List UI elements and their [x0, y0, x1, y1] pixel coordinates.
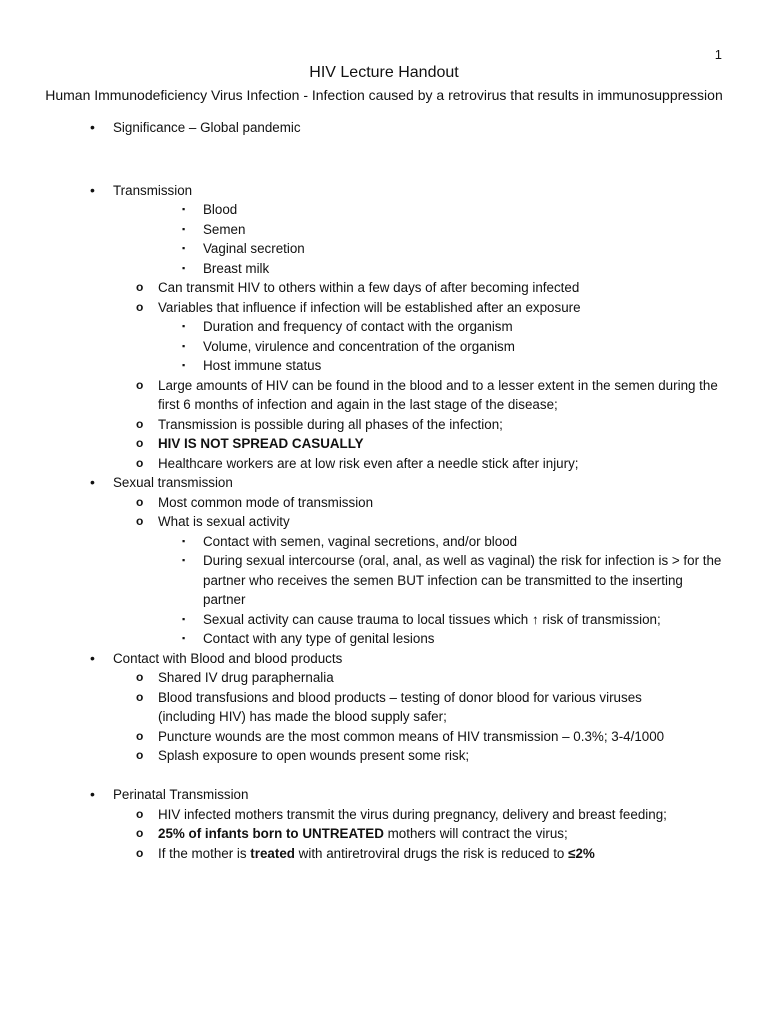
list-item-large-amounts: o Large amounts of HIV can be found in the blood and to a lesser extent in the semen during the first 6 months of infection and again in the last stage of the disease;	[136, 377, 718, 412]
square-bullet-marker: ▪	[182, 360, 186, 370]
list-item-what-is: o What is sexual activity	[0, 512, 768, 532]
circle-bullet-marker: o	[136, 416, 144, 431]
circle-bullet-marker: o	[136, 299, 144, 314]
circle-bullet-marker: o	[136, 845, 144, 860]
list-item-transfusions: o Blood transfusions and blood products – testing of donor blood for various viruses (including HIV) has made the blood supply safer;	[136, 689, 642, 724]
list-item-treated: o If the mother is treated with antiretroviral drugs the risk is reduced to ≤2%	[0, 844, 768, 864]
list-item-transmission: • Transmission	[0, 181, 768, 201]
circle-bullet-marker: o	[136, 377, 144, 392]
list-item-blood-contact: • Contact with Blood and blood products	[0, 649, 768, 669]
circle-bullet-marker: o	[136, 689, 144, 704]
outline-content	[0, 118, 768, 863]
circle-bullet-marker: o	[136, 494, 144, 509]
list-item-healthcare: o Healthcare workers are at low risk even after a needle stick after injury;	[0, 454, 768, 474]
square-bullet-marker: ▪	[182, 204, 186, 214]
bullet-marker: •	[90, 181, 95, 198]
square-bullet-marker: ▪	[182, 613, 186, 624]
list-item-perinatal: • Perinatal Transmission	[0, 785, 768, 805]
page-number: 1	[714, 47, 722, 62]
circle-bullet-marker: o	[136, 670, 144, 684]
square-bullet-marker: ▪	[182, 633, 186, 643]
square-bullet-marker: ▪	[182, 321, 186, 331]
circle-bullet-marker: o	[136, 514, 144, 528]
list-item-infected-mothers: o HIV infected mothers transmit the virus during pregnancy, delivery and breast feeding;	[0, 805, 768, 825]
spacer	[0, 138, 768, 181]
square-bullet-marker: ▪	[182, 340, 186, 351]
circle-bullet-marker: o	[136, 728, 144, 743]
document-title: HIV Lecture Handout	[309, 64, 459, 81]
bullet-marker: •	[90, 786, 95, 802]
spacer	[0, 766, 768, 786]
list-item-sexual-transmission: • Sexual transmission	[0, 473, 768, 493]
list-item-host-immune: ▪ Host immune status	[0, 356, 768, 376]
list-item-vaginal-secretion: ▪ Vaginal secretion	[0, 239, 768, 259]
list-item-trauma: ▪ Sexual activity can cause trauma to local tissues which ↑ risk of transmission;	[0, 610, 768, 630]
list-item-significance: • Significance – Global pandemic	[0, 118, 768, 138]
list-item-all-phases: o Transmission is possible during all phases of the infection;	[0, 415, 768, 435]
list-item-variables: o Variables that influence if infection will be established after an exposure	[0, 298, 768, 318]
bullet-marker: •	[90, 649, 95, 666]
list-item-blood: ▪ Blood	[0, 200, 768, 220]
list-item-puncture: o Puncture wounds are the most common means of HIV transmission – 0.3%; 3-4/1000	[0, 727, 768, 747]
circle-bullet-marker: o	[136, 826, 144, 840]
square-bullet-marker: ▪	[182, 535, 186, 546]
document-subtitle: Human Immunodeficiency Virus Infection - Infection caused by a retrovirus that results in immunosuppression	[45, 87, 723, 103]
circle-bullet-marker: o	[136, 806, 144, 821]
list-item-not-casual: o HIV IS NOT SPREAD CASUALLY	[0, 434, 768, 454]
list-item-untreated: o 25% of infants born to UNTREATED mothers will contract the virus;	[0, 824, 768, 844]
circle-bullet-marker: o	[136, 748, 144, 762]
list-item-duration: ▪ Duration and frequency of contact with the organism	[0, 317, 768, 337]
square-bullet-marker: ▪	[182, 243, 186, 253]
circle-bullet-marker: o	[136, 436, 144, 450]
square-bullet-marker: ▪	[182, 262, 186, 273]
square-bullet-marker: ▪	[182, 555, 186, 565]
list-item-intercourse: ▪ During sexual intercourse (oral, anal, as well as vaginal) the risk for infection is > for the partner who receives the semen BUT infection can be transmitted to the inserting partner	[182, 553, 722, 607]
list-item-breast-milk: ▪ Breast milk	[0, 259, 768, 279]
list-item-semen: ▪ Semen	[0, 220, 768, 240]
circle-bullet-marker: o	[136, 280, 144, 294]
list-item-lesions: ▪ Contact with any type of genital lesions	[0, 629, 768, 649]
list-item-splash: o Splash exposure to open wounds present some risk;	[0, 746, 768, 766]
list-item-volume: ▪ Volume, virulence and concentration of the organism	[0, 337, 768, 357]
bullet-marker: •	[90, 119, 95, 135]
bullet-marker: •	[90, 474, 95, 490]
list-item-contact-fluids: ▪ Contact with semen, vaginal secretions, and/or blood	[0, 532, 768, 552]
circle-bullet-marker: o	[136, 455, 144, 470]
square-bullet-marker: ▪	[182, 223, 186, 234]
list-item-few-days: o Can transmit HIV to others within a few days of after becoming infected	[0, 278, 768, 298]
list-item-shared-iv: o Shared IV drug paraphernalia	[0, 668, 768, 688]
list-item-most-common: o Most common mode of transmission	[0, 493, 768, 513]
